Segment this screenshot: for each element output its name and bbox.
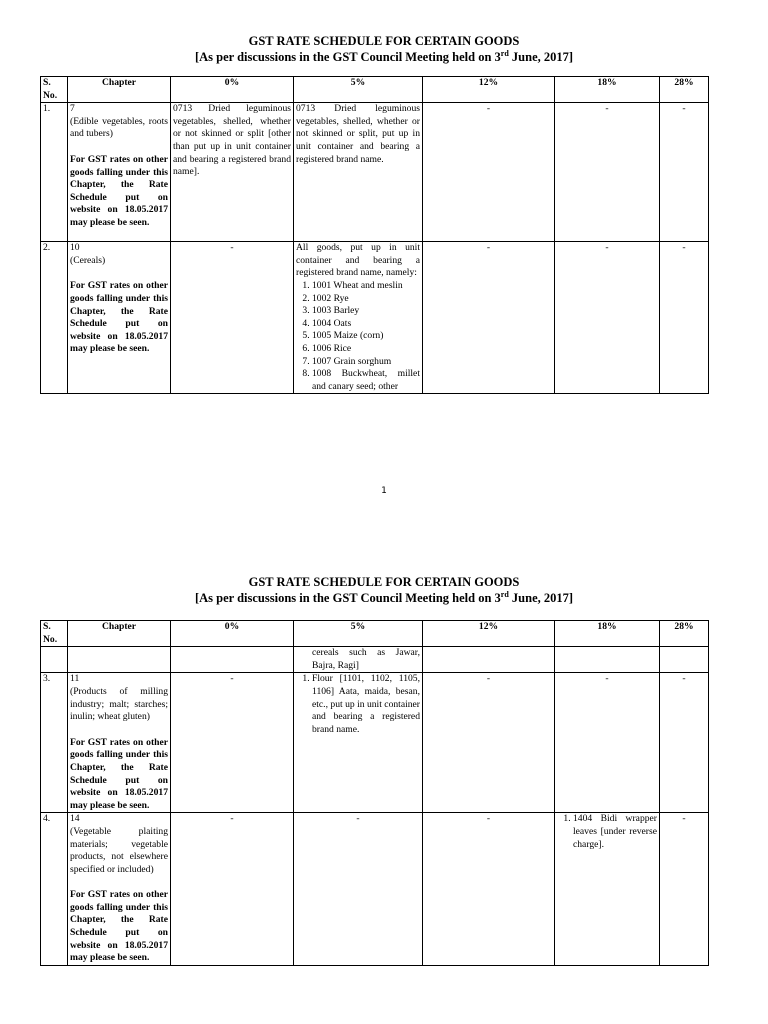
rate-12-cell: - bbox=[423, 813, 555, 966]
bidi-item-list bbox=[557, 813, 657, 851]
rate-12-cell: - bbox=[423, 242, 555, 394]
list-item: 5. 1005 Maize (corn) bbox=[312, 330, 420, 343]
chapter-number: 11 bbox=[70, 673, 80, 685]
list-item: 1. 1404 Bidi wrapper leaves [under reverse charge]. bbox=[573, 813, 657, 851]
col-header-12: 12% bbox=[423, 77, 555, 103]
list-item: 7. 1007 Grain sorghum bbox=[312, 356, 420, 369]
table-row bbox=[41, 813, 709, 966]
rate-5-cell bbox=[294, 242, 423, 394]
rate-5-intro: All goods, put up in unit container and bearing a registered brand name, namely: bbox=[296, 242, 420, 279]
col-header-28: 28% bbox=[660, 621, 709, 647]
title-line: GST RATE SCHEDULE FOR CERTAIN GOODS bbox=[248, 575, 520, 589]
col-header-28: 28% bbox=[660, 77, 709, 103]
col-header-5: 5% bbox=[294, 77, 423, 103]
title-line: GST RATE SCHEDULE FOR CERTAIN GOODS bbox=[248, 34, 520, 48]
subtitle-line: [As per discussions in the GST Council Meeting held on 3rd June, 2017] bbox=[194, 48, 574, 64]
rate-0-cell: 0713 Dried leguminous vegetables, shelled, whether or not skinned or split [other than put up in unit container and bearing a registered brand name]. bbox=[171, 103, 294, 242]
rate-5-continuation: cereals such as Jawar, Bajra, Ragi] bbox=[294, 647, 423, 673]
sno-cell: 4. bbox=[41, 813, 68, 966]
document-title bbox=[0, 574, 768, 606]
rate-12-cell: - bbox=[423, 673, 555, 813]
table-row bbox=[41, 673, 709, 813]
col-header-0: 0% bbox=[171, 621, 294, 647]
rate-28-cell: - bbox=[660, 813, 709, 966]
col-header-18: 18% bbox=[555, 77, 660, 103]
sno-cell: 1. bbox=[41, 103, 68, 242]
rate-18-cell: - bbox=[555, 103, 660, 242]
sno-cell: 2. bbox=[41, 242, 68, 394]
list-item: 4. 1004 Oats bbox=[312, 318, 420, 331]
list-item: 6. 1006 Rice bbox=[312, 343, 420, 356]
rate-18-cell: - bbox=[555, 673, 660, 813]
subtitle-line: [As per discussions in the GST Council Meeting held on 3rd June, 2017] bbox=[194, 589, 574, 605]
list-item: 1. 1001 Wheat and meslin bbox=[312, 280, 420, 293]
chapter-cell bbox=[68, 673, 171, 813]
col-header-0: 0% bbox=[171, 77, 294, 103]
page-2 bbox=[0, 520, 768, 1024]
flour-item-list bbox=[296, 673, 420, 736]
col-header-chapter: Chapter bbox=[68, 77, 171, 103]
chapter-note: For GST rates on other goods falling under this Chapter, the Rate Schedule put on website on 18.05.2017 may please be seen. bbox=[70, 280, 168, 355]
header-row bbox=[41, 621, 709, 647]
col-header-18: 18% bbox=[555, 621, 660, 647]
chapter-number: 7 bbox=[70, 103, 75, 115]
col-header-sno: S. No. bbox=[41, 77, 68, 103]
rate-18-cell: - bbox=[555, 242, 660, 394]
rate-0-cell: - bbox=[171, 673, 294, 813]
chapter-note: For GST rates on other goods falling under this Chapter, the Rate Schedule put on website on 18.05.2017 may please be seen. bbox=[70, 153, 168, 228]
chapter-note: For GST rates on other goods falling under this Chapter, the Rate Schedule put on website on 18.05.2017 may please be seen. bbox=[70, 736, 168, 811]
rate-0-cell: - bbox=[171, 242, 294, 394]
rate-28-cell: - bbox=[660, 673, 709, 813]
chapter-number: 10 bbox=[70, 242, 80, 254]
chapter-description: (Cereals) bbox=[70, 254, 106, 266]
list-item: 2. 1002 Rye bbox=[312, 293, 420, 306]
rate-28-cell: - bbox=[660, 242, 709, 394]
rate-5-cell bbox=[294, 673, 423, 813]
continuation-row bbox=[41, 647, 709, 673]
list-item: 3. 1003 Barley bbox=[312, 305, 420, 318]
cereal-item-list bbox=[296, 280, 420, 393]
rate-28-cell: - bbox=[660, 103, 709, 242]
col-header-5: 5% bbox=[294, 621, 423, 647]
col-header-sno: S. No. bbox=[41, 621, 68, 647]
chapter-description: (Edible vegetables, roots and tubers) bbox=[70, 115, 168, 140]
chapter-cell bbox=[68, 242, 171, 394]
chapter-description: (Vegetable plaiting materials; vegetable products, not elsewhere specified or included) bbox=[70, 825, 168, 875]
rate-table-page-1 bbox=[40, 76, 709, 394]
rate-table-page-2 bbox=[40, 620, 709, 966]
page-number: 1 bbox=[381, 486, 387, 496]
col-header-12: 12% bbox=[423, 621, 555, 647]
rate-0-cell: - bbox=[171, 813, 294, 966]
chapter-cell bbox=[68, 813, 171, 966]
list-item: 8. 1008 Buckwheat, millet and canary seed; other bbox=[312, 368, 420, 393]
chapter-number: 14 bbox=[70, 813, 80, 825]
rate-5-cell: 0713 Dried leguminous vegetables, shelled, whether or not skinned or split, put up in unit container and bearing a registered brand name. bbox=[294, 103, 423, 242]
chapter-note: For GST rates on other goods falling under this Chapter, the Rate Schedule put on website on 18.05.2017 may please be seen. bbox=[70, 889, 168, 964]
rate-5-cell: - bbox=[294, 813, 423, 966]
table-row bbox=[41, 103, 709, 242]
rate-12-cell: - bbox=[423, 103, 555, 242]
col-header-chapter: Chapter bbox=[68, 621, 171, 647]
list-item: 1. Flour [1101, 1102, 1105, 1106] Aata, maida, besan, etc., put up in unit container and bearing a registered brand name. bbox=[312, 673, 420, 736]
sno-cell: 3. bbox=[41, 673, 68, 813]
chapter-description: (Products of milling industry; malt; starches; inulin; wheat gluten) bbox=[70, 685, 168, 723]
document-title bbox=[0, 33, 768, 65]
rate-18-cell bbox=[555, 813, 660, 966]
chapter-cell bbox=[68, 103, 171, 242]
table-row bbox=[41, 242, 709, 394]
header-row bbox=[41, 77, 709, 103]
